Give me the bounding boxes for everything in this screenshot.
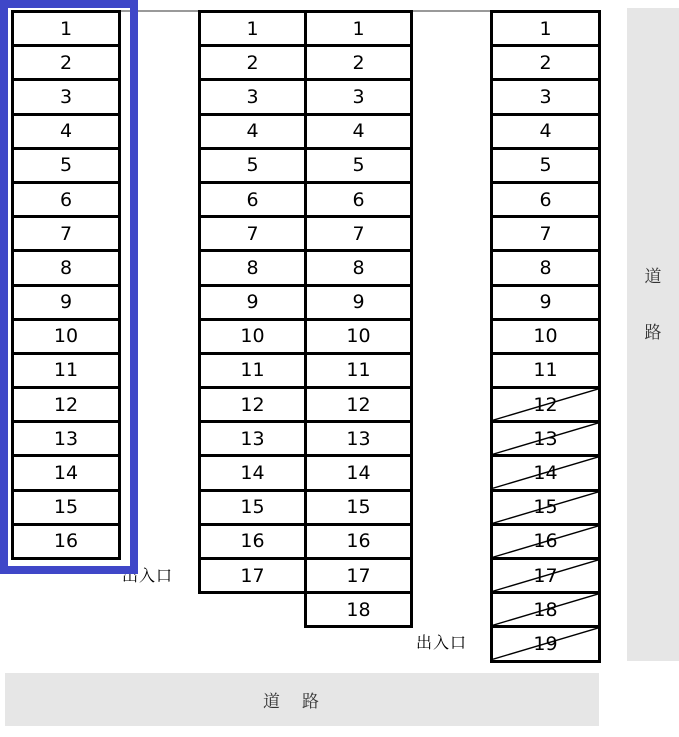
parking-space (201, 150, 304, 184)
parking-space-number: 14 (346, 462, 371, 485)
parking-space (307, 184, 410, 218)
parking-space (201, 287, 304, 321)
parking-space-number: 8 (246, 256, 259, 279)
parking-space-number: 15 (533, 496, 558, 519)
parking-space (493, 150, 598, 184)
road-right-label-1: 道 (644, 267, 662, 287)
parking-space (201, 218, 304, 252)
parking-space (307, 47, 410, 81)
parking-space (307, 116, 410, 150)
parking-space-number: 5 (59, 154, 73, 177)
parking-space-number: 7 (246, 222, 259, 245)
parking-space-unavailable (493, 423, 598, 457)
parking-space-number: 8 (352, 256, 365, 279)
parking-space (493, 287, 598, 321)
parking-space (493, 81, 598, 115)
parking-space (493, 252, 598, 286)
parking-space (201, 81, 304, 115)
parking-space (307, 457, 410, 491)
parking-space-number: 3 (539, 85, 552, 108)
parking-space-number: 14 (533, 462, 558, 485)
parking-space-number: 7 (539, 222, 552, 245)
parking-space (307, 218, 410, 252)
parking-space-number: 13 (240, 427, 265, 450)
parking-space (201, 457, 304, 491)
parking-space-number: 2 (352, 51, 365, 74)
parking-space (14, 321, 118, 355)
parking-space (201, 526, 304, 560)
parking-space (201, 560, 304, 594)
parking-space-number: 12 (533, 393, 558, 416)
parking-space (14, 47, 118, 81)
parking-space (14, 423, 118, 457)
parking-space (307, 389, 410, 423)
parking-space-number: 18 (533, 598, 558, 621)
parking-space (201, 423, 304, 457)
road-bottom (5, 673, 599, 726)
parking-space-number: 1 (59, 17, 73, 40)
parking-space-number: 9 (539, 291, 552, 314)
parking-space-number: 16 (533, 530, 558, 553)
parking-space-number: 2 (539, 51, 552, 74)
parking-space-number: 5 (246, 154, 259, 177)
parking-space (493, 184, 598, 218)
parking-space (14, 457, 118, 491)
parking-space-number: 7 (352, 222, 365, 245)
parking-space-unavailable (493, 389, 598, 423)
parking-space-number: 11 (346, 359, 371, 382)
parking-space-number: 9 (352, 291, 365, 314)
parking-space (201, 492, 304, 526)
parking-space-number: 12 (240, 393, 265, 416)
parking-space (201, 184, 304, 218)
parking-space-unavailable (493, 594, 598, 628)
parking-space-number: 17 (533, 564, 558, 587)
parking-space (14, 389, 118, 423)
parking-space-unavailable (493, 526, 598, 560)
parking-space-number: 13 (533, 427, 558, 450)
parking-space-number: 10 (533, 325, 558, 348)
parking-space-number: 5 (352, 154, 365, 177)
parking-space (14, 150, 118, 184)
parking-space-number: 2 (59, 51, 73, 74)
parking-space-number: 4 (539, 120, 552, 143)
parking-space (493, 116, 598, 150)
parking-space (307, 13, 410, 47)
parking-space (307, 594, 410, 628)
parking-space-number: 6 (539, 188, 552, 211)
road-right (627, 8, 679, 661)
parking-space (14, 252, 118, 286)
parking-space-number: 6 (59, 188, 73, 211)
parking-space (14, 184, 118, 218)
parking-space-number: 13 (53, 427, 79, 450)
parking-space (307, 252, 410, 286)
parking-space (201, 321, 304, 355)
parking-space (493, 321, 598, 355)
parking-space-number: 15 (240, 496, 265, 519)
parking-space-unavailable (493, 628, 598, 662)
parking-space (307, 492, 410, 526)
parking-space (14, 287, 118, 321)
parking-space-number: 19 (533, 632, 558, 655)
parking-space-number: 12 (346, 393, 371, 416)
parking-space-number: 13 (346, 427, 371, 450)
parking-space-number: 4 (246, 120, 259, 143)
parking-space-number: 3 (352, 85, 365, 108)
parking-space-number: 10 (240, 325, 265, 348)
parking-space-number: 6 (246, 188, 259, 211)
parking-space-unavailable (493, 492, 598, 526)
road-right-label-2: 路 (644, 323, 662, 343)
entrance-label-right: 出入口 (416, 633, 468, 652)
parking-space (14, 218, 118, 252)
parking-space-number: 1 (246, 17, 259, 40)
road-bottom-label: 道路 (263, 692, 341, 712)
top-boundary-line-left (120, 10, 200, 12)
parking-space-number: 11 (533, 359, 558, 382)
parking-column-d (490, 10, 601, 663)
parking-space (201, 47, 304, 81)
parking-space-number: 14 (53, 462, 79, 485)
parking-space-number: 5 (539, 154, 552, 177)
parking-space (201, 116, 304, 150)
top-boundary-line-right (411, 10, 492, 12)
parking-space-number: 2 (246, 51, 259, 74)
parking-space-number: 15 (346, 496, 371, 519)
parking-space (493, 13, 598, 47)
parking-space-number: 1 (352, 17, 365, 40)
parking-space (307, 287, 410, 321)
parking-space (201, 389, 304, 423)
parking-space-number: 16 (53, 530, 79, 553)
parking-space (201, 13, 304, 47)
parking-space (14, 116, 118, 150)
parking-space-number: 8 (59, 256, 73, 279)
parking-space (307, 526, 410, 560)
parking-space (307, 423, 410, 457)
parking-space-number: 8 (539, 256, 552, 279)
parking-space (307, 150, 410, 184)
parking-space-number: 18 (346, 598, 371, 621)
parking-space-number: 16 (346, 530, 371, 553)
parking-space-number: 16 (240, 530, 265, 553)
parking-space (307, 560, 410, 594)
parking-space (14, 526, 118, 560)
parking-space (493, 47, 598, 81)
parking-space (307, 81, 410, 115)
parking-space-number: 3 (246, 85, 259, 108)
parking-space-number: 17 (346, 564, 371, 587)
parking-space-number: 7 (59, 222, 73, 245)
parking-space-number: 6 (352, 188, 365, 211)
parking-space (14, 355, 118, 389)
parking-space-number: 14 (240, 462, 265, 485)
parking-space-number: 11 (240, 359, 265, 382)
parking-space (14, 492, 118, 526)
parking-column-b (198, 10, 307, 594)
parking-space-number: 3 (59, 85, 73, 108)
parking-space (493, 355, 598, 389)
parking-space-number: 10 (53, 325, 79, 348)
parking-space-number: 17 (240, 564, 265, 587)
parking-space-unavailable (493, 560, 598, 594)
parking-space-number: 11 (53, 359, 79, 382)
parking-space (307, 355, 410, 389)
parking-space (493, 218, 598, 252)
parking-space-number: 1 (539, 17, 552, 40)
parking-space-unavailable (493, 457, 598, 491)
parking-space-number: 4 (352, 120, 365, 143)
parking-column-c (304, 10, 413, 628)
parking-space (201, 252, 304, 286)
parking-space-number: 9 (246, 291, 259, 314)
parking-space-number: 10 (346, 325, 371, 348)
entrance-label-left: 出入口 (122, 566, 174, 585)
parking-space-number: 4 (59, 120, 73, 143)
parking-space-number: 12 (53, 393, 79, 416)
parking-column-a (11, 10, 121, 560)
parking-space (201, 355, 304, 389)
parking-space (14, 81, 118, 115)
parking-space-number: 9 (59, 291, 73, 314)
parking-space-number: 15 (53, 496, 79, 519)
parking-space (307, 321, 410, 355)
parking-space (14, 13, 118, 47)
